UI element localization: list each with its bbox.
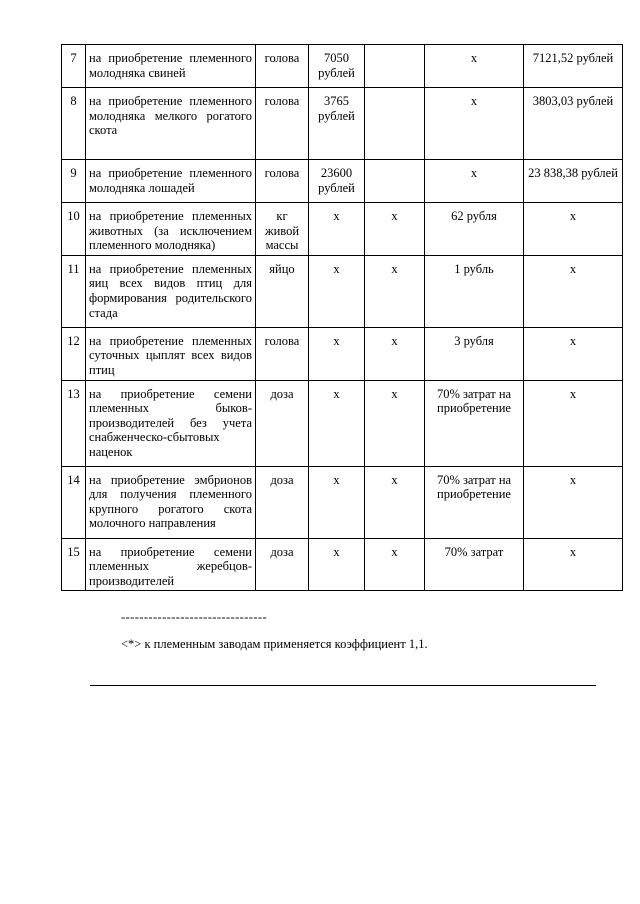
row-unit: доза xyxy=(256,538,309,591)
row-rate-col7: х xyxy=(524,380,623,466)
row-unit: голова xyxy=(256,160,309,203)
table-row xyxy=(62,88,623,160)
row-rate-col5: х xyxy=(365,327,425,380)
row-description: на приобретение племенных животных (за исключением племенного молодняка) xyxy=(86,203,256,256)
row-rate-col6: х xyxy=(425,45,524,88)
row-unit: доза xyxy=(256,380,309,466)
row-rate-col7: х xyxy=(524,538,623,591)
row-description: на приобретение племенного молодняка лошадей xyxy=(86,160,256,203)
table-row xyxy=(62,255,623,327)
row-unit: голова xyxy=(256,45,309,88)
row-number: 11 xyxy=(62,255,86,327)
row-number: 15 xyxy=(62,538,86,591)
row-rate-col6: 3 рубля xyxy=(425,327,524,380)
row-rate-col6: х xyxy=(425,88,524,160)
row-rate-per-unit: 7050 рублей xyxy=(309,45,365,88)
horizontal-divider xyxy=(90,685,596,686)
row-rate-col7: 23 838,38 рублей xyxy=(524,160,623,203)
row-rate-per-unit: х xyxy=(309,466,365,538)
row-rate-per-unit: 3765 рублей xyxy=(309,88,365,160)
row-number: 12 xyxy=(62,327,86,380)
table-row xyxy=(62,327,623,380)
row-rate-per-unit: х xyxy=(309,327,365,380)
row-rate-per-unit: х xyxy=(309,203,365,256)
row-description: на приобретение семени племенных быков-производителей без учета снабженческо-сбытовых наценок xyxy=(86,380,256,466)
subsidy-rates-table xyxy=(61,44,623,591)
row-number: 7 xyxy=(62,45,86,88)
row-rate-col6: 70% затрат на приобретение xyxy=(425,380,524,466)
table-row xyxy=(62,380,623,466)
row-unit: голова xyxy=(256,88,309,160)
row-rate-col5: х xyxy=(365,380,425,466)
row-rate-per-unit: х xyxy=(309,538,365,591)
table-row xyxy=(62,45,623,88)
footnote-separator: -------------------------------- xyxy=(121,610,268,624)
table-row xyxy=(62,203,623,256)
row-description: на приобретение племенного молодняка свиней xyxy=(86,45,256,88)
row-number: 9 xyxy=(62,160,86,203)
row-number: 10 xyxy=(62,203,86,256)
row-rate-col5: х xyxy=(365,255,425,327)
row-rate-col5 xyxy=(365,45,425,88)
row-rate-col7: х xyxy=(524,466,623,538)
row-rate-col6: х xyxy=(425,160,524,203)
row-number: 13 xyxy=(62,380,86,466)
row-rate-col7: х xyxy=(524,203,623,256)
row-description: на приобретение племенного молодняка мелкого рогатого скота xyxy=(86,88,256,160)
table-row xyxy=(62,466,623,538)
row-rate-col7: 3803,03 рублей xyxy=(524,88,623,160)
table-row xyxy=(62,160,623,203)
row-rate-per-unit: х xyxy=(309,255,365,327)
row-rate-col5: х xyxy=(365,466,425,538)
row-rate-per-unit: х xyxy=(309,380,365,466)
row-description: на приобретение племенных яиц всех видов птиц для формирования родительского стада xyxy=(86,255,256,327)
row-rate-per-unit: 23600 рублей xyxy=(309,160,365,203)
row-unit: яйцо xyxy=(256,255,309,327)
row-rate-col6: 70% затрат xyxy=(425,538,524,591)
row-description: на приобретение племенных суточных цыплят всех видов птиц xyxy=(86,327,256,380)
footnote-text: <*> к племенным заводам применяется коэффициент 1,1. xyxy=(121,637,428,651)
row-rate-col5 xyxy=(365,160,425,203)
row-rate-col5: х xyxy=(365,203,425,256)
row-number: 14 xyxy=(62,466,86,538)
row-rate-col6: 70% затрат на приобретение xyxy=(425,466,524,538)
row-unit: доза xyxy=(256,466,309,538)
row-rate-col6: 1 рубль xyxy=(425,255,524,327)
row-rate-col5: х xyxy=(365,538,425,591)
row-unit: кг живой массы xyxy=(256,203,309,256)
row-rate-col7: х xyxy=(524,255,623,327)
row-unit: голова xyxy=(256,327,309,380)
row-description: на приобретение эмбрионов для получения племенного крупного рогатого скота молочного направления xyxy=(86,466,256,538)
row-description: на приобретение семени племенных жеребцов-производителей xyxy=(86,538,256,591)
row-rate-col7: 7121,52 рублей xyxy=(524,45,623,88)
row-rate-col7: х xyxy=(524,327,623,380)
row-rate-col5 xyxy=(365,88,425,160)
row-rate-col6: 62 рубля xyxy=(425,203,524,256)
table-row xyxy=(62,538,623,591)
row-number: 8 xyxy=(62,88,86,160)
